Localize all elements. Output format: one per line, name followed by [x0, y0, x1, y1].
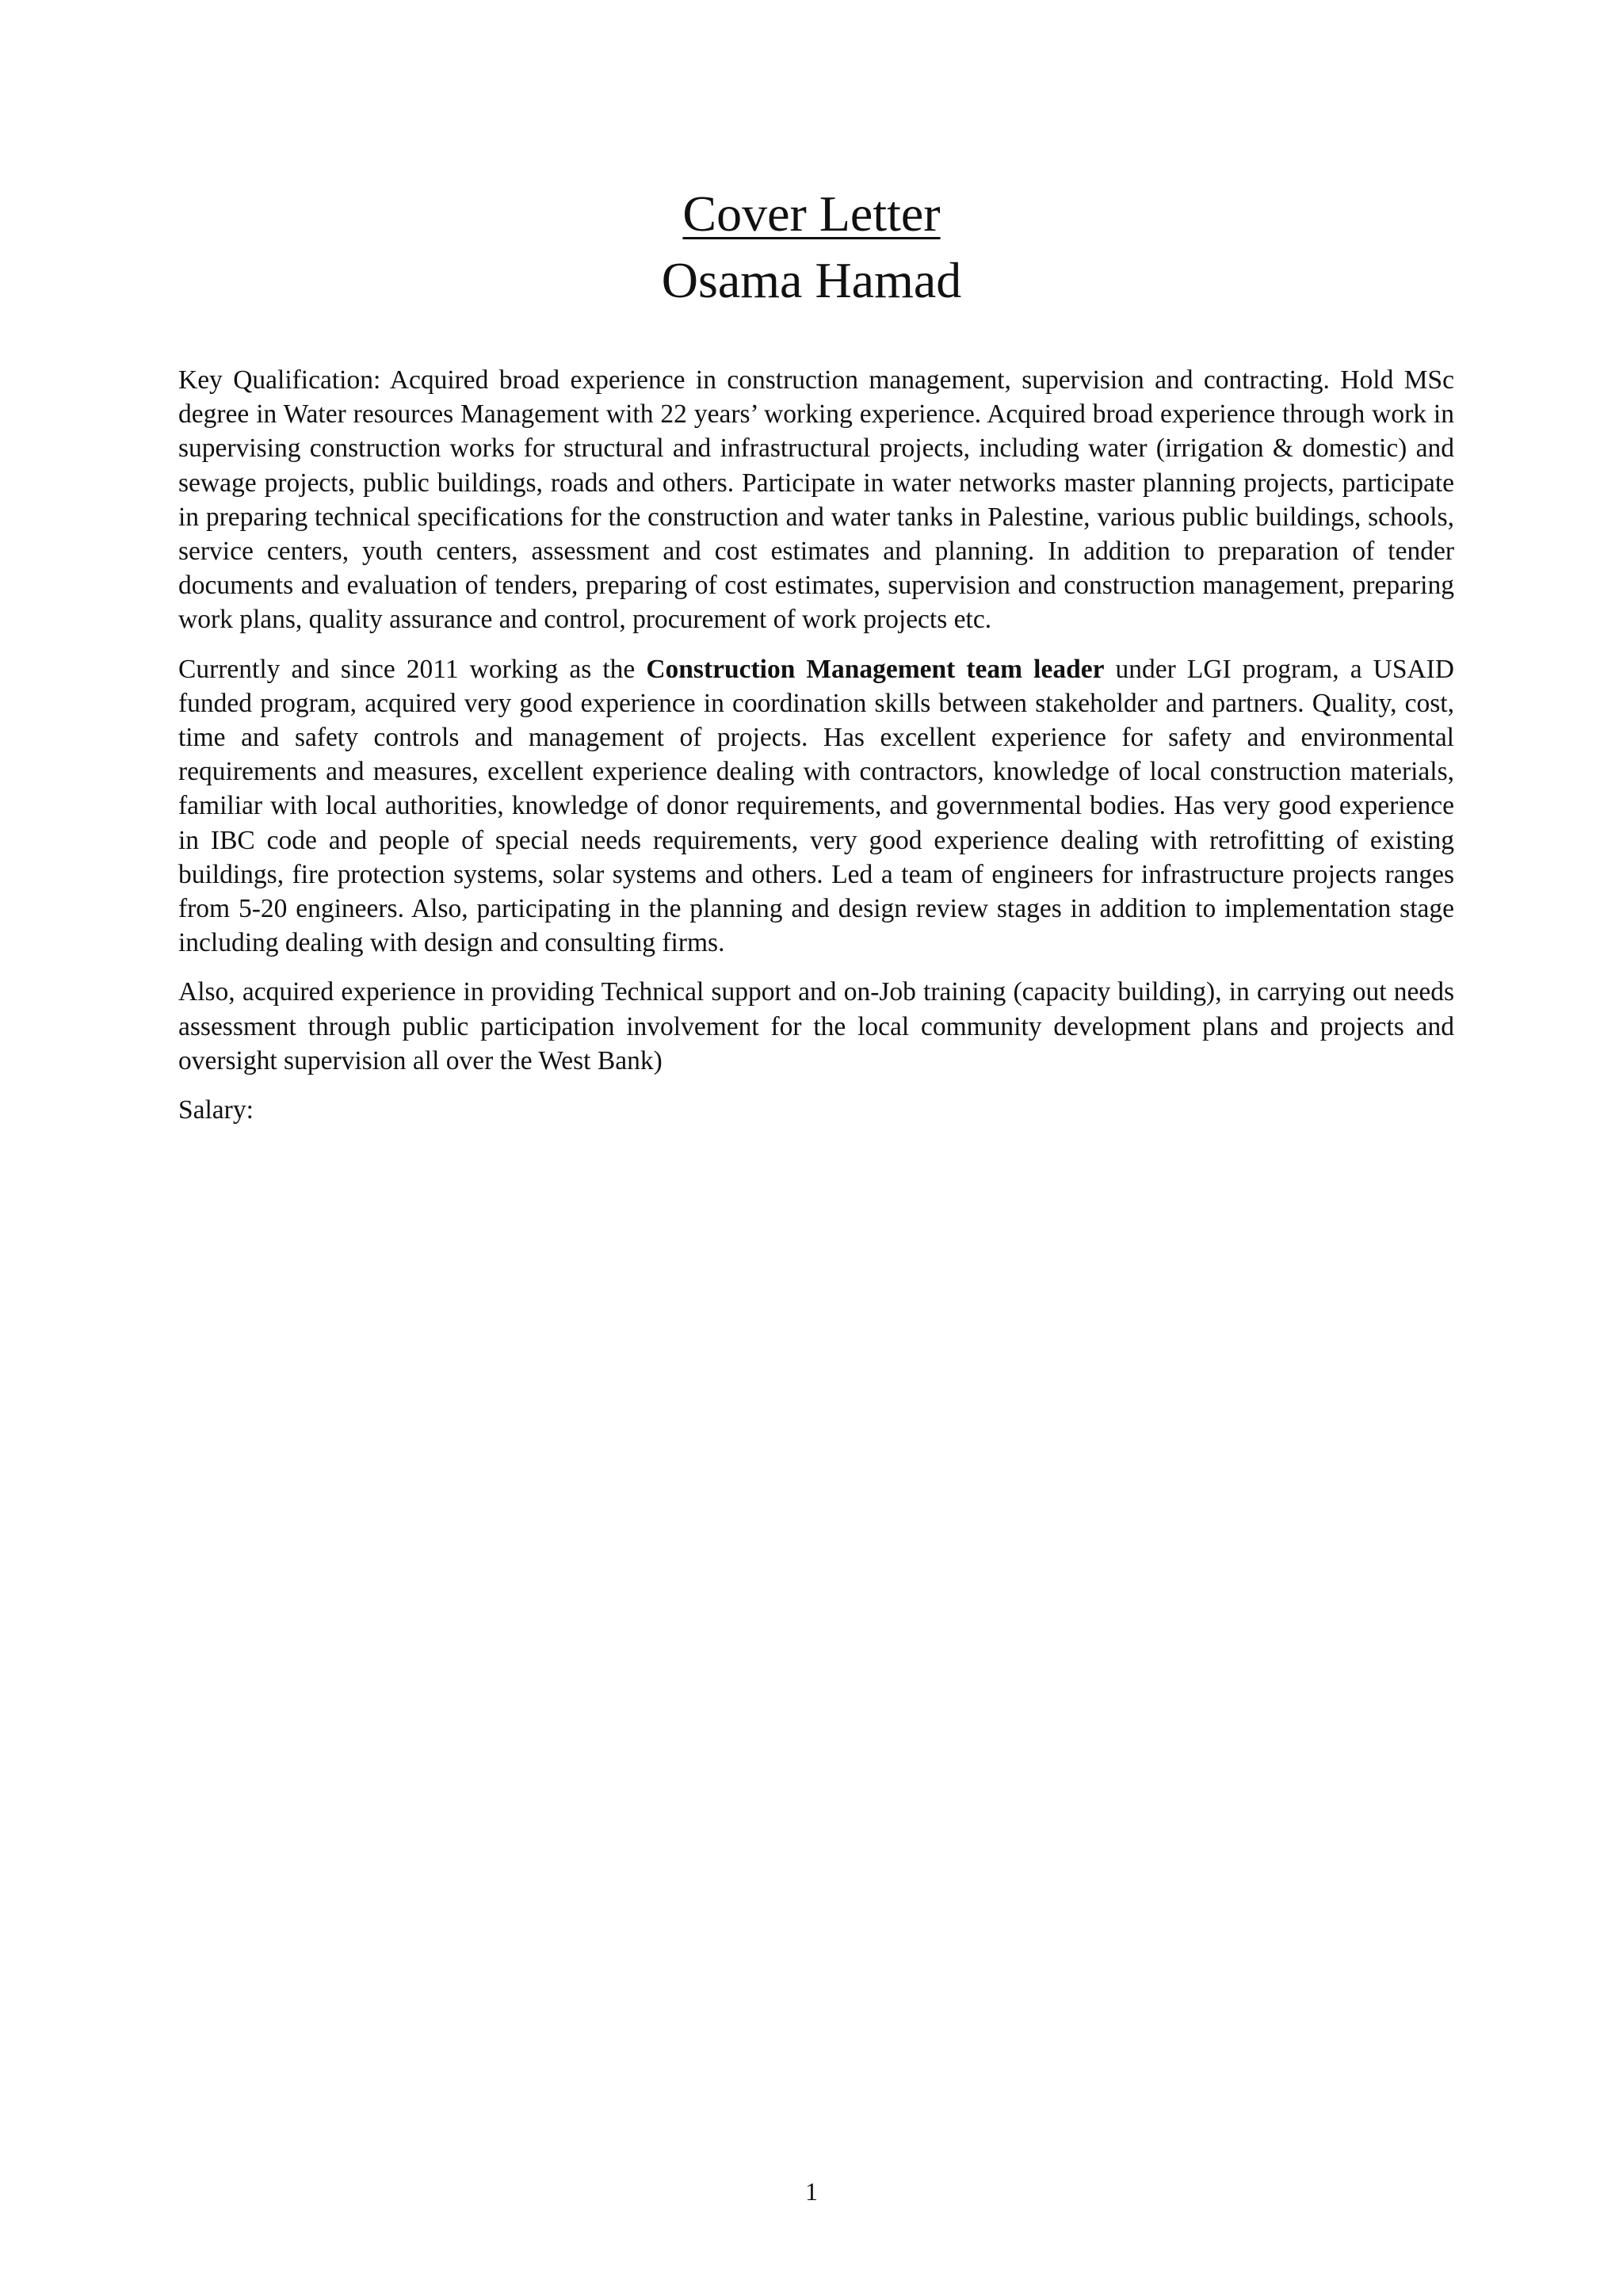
current-role-paragraph: [178, 652, 1454, 961]
current-role-intro: Currently and since 2011 working as the: [178, 654, 647, 684]
applicant-name: Osama Hamad: [661, 252, 962, 308]
technical-support-paragraph: Also, acquired experience in providing Technical support and on-Job training (capacity building), in carrying out needs assessment through public participation involvement for the local community development plans and projects and oversight supervision all over the West Bank): [178, 977, 1454, 1075]
document-header: [0, 181, 1623, 314]
page-number: 1: [805, 2177, 818, 2206]
letter-body: [178, 363, 1454, 1142]
current-role-details: under LGI program, a USAID funded program, acquired very good experience in coordination skills between stakeholder and partners. Quality, cost, time and safety controls and management of projects. Has excellent experience for safety and environmental requirements and measures, excellent experience dealing with contractors, knowledge of local construction materials, familiar with local authorities, knowledge of donor requirements, and governmental bodies. Has very good experience in IBC code and people of special needs requirements, very good experience dealing with retrofitting of existing buildings, fire protection systems, solar systems and others. Led a team of engineers for infrastructure projects ranges from 5-20 engineers. Also, participating in the planning and design review stages in addition to implementation stage including dealing with design and consulting firms.: [178, 654, 1454, 958]
document-title: Cover Letter: [682, 185, 941, 242]
salary-line: Salary:: [178, 1095, 254, 1125]
current-role-title: Construction Management team leader: [646, 654, 1105, 684]
key-qualification-paragraph: Key Qualification: Acquired broad experience in construction management, supervision and contracting. Hold MSc degree in Water resources Management with 22 years’ working experience. Acquired broad experience through work in supervising construction works for structural and infrastructural projects, including water (irrigation & domestic) and sewage projects, public buildings, roads and others. Participate in water networks master planning projects, participate in preparing technical specifications for the construction and water tanks in Palestine, various public buildings, schools, service centers, youth centers, assessment and cost estimates and planning. In addition to preparation of tender documents and evaluation of tenders, preparing of cost estimates, supervision and construction management, preparing work plans, quality assurance and control, procurement of work projects etc.: [178, 365, 1454, 635]
